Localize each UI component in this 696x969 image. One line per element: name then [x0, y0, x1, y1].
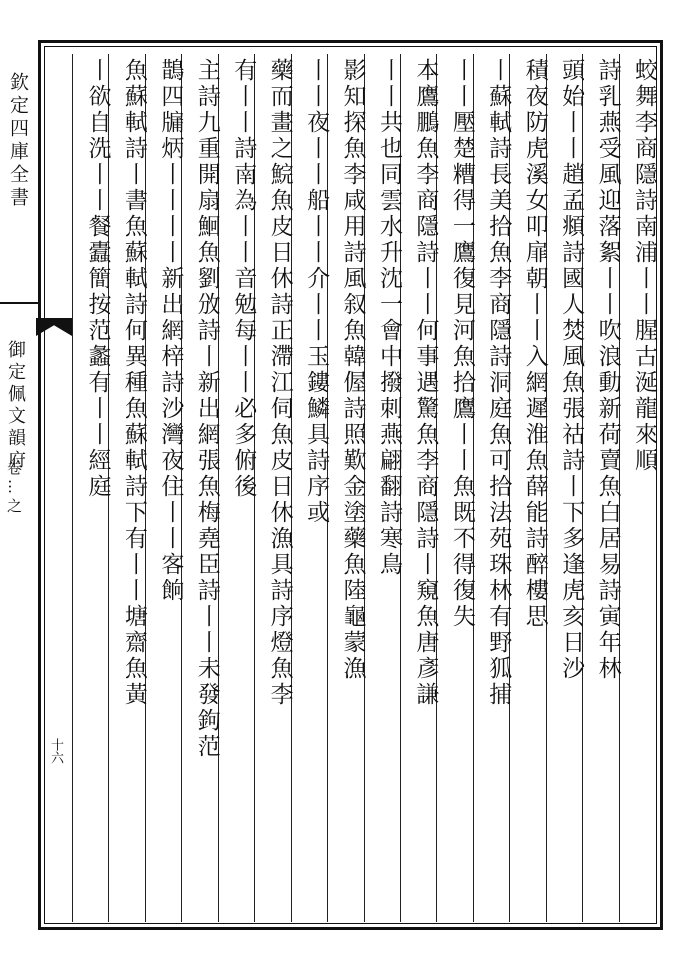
text-column: 丨蘇軾詩長美拾魚李商隱詩洞庭魚可拾法苑珠林有野狐捕 — [473, 54, 509, 922]
volume-subtitle: 卷…之 — [5, 460, 23, 517]
text-column: 魚蘇軾詩丨書魚蘇軾詩何異種魚蘇軾詩下有丨丨塘齋魚黃 — [108, 54, 144, 922]
text-column: 影知探魚李咸用詩風叙魚韓偓詩照歎金塗藥魚陸龜蒙漁 — [327, 54, 363, 922]
margin-strip — [0, 40, 38, 930]
text-column: 鵲四牖炳丨丨丨丨新出網梓詩沙灣夜住丨丨客餉 — [145, 54, 181, 922]
text-column: 詩乳燕受風迎落絮丨丨吹浪動新荷賣魚白居易詩寅年林 — [582, 54, 618, 922]
margin-divider — [0, 302, 40, 304]
text-column: 藥而畫之鯇魚皮日休詩正滯江伺魚皮日休漁具詩序燈魚李 — [254, 54, 290, 922]
volume-title: 御定佩文韻府 — [5, 340, 26, 472]
text-column: 丨欲自洗丨丨餐蠹簡按范蠡有丨丨經庭 — [72, 54, 108, 922]
page-number: 十六 — [48, 738, 63, 764]
text-column: 丨丨共也同雲水升沈一會中撥刺燕翩翻詩寒鳥 — [364, 54, 400, 922]
text-column: 本鷹鵬魚李商隱詩丨丨何事遇驚魚李商隱詩丨窺魚唐彥謙 — [400, 54, 436, 922]
text-column: 積夜防虎溪女叩扉朝丨丨入網遲淮魚薛能詩醉樓思 — [509, 54, 545, 922]
text-column: 丨丨夜丨丨船丨丨介丨丨玉鏤鱗具詩序或 — [291, 54, 327, 922]
text-column: 主詩九重開扇鮰魚劉攽詩丨新出網張魚梅堯臣詩丨丨未發鉤范 — [181, 54, 217, 922]
text-column: 蛟舞李商隱詩南浦丨丨腥古涎龍來順 — [619, 54, 655, 922]
text-column: 丨丨壓楚糟得一鷹復見河魚拾鷹丨丨魚既不得復失 — [436, 54, 472, 922]
text-column: 有丨丨詩南為丨丨音勉每丨丨必多俯後 — [218, 54, 254, 922]
book-title: 欽定四庫全書 — [7, 72, 29, 210]
text-column: 頭始丨丨趙孟頫詩國人焚風魚張祜詩丨下多逢虎亥日沙 — [546, 54, 582, 922]
